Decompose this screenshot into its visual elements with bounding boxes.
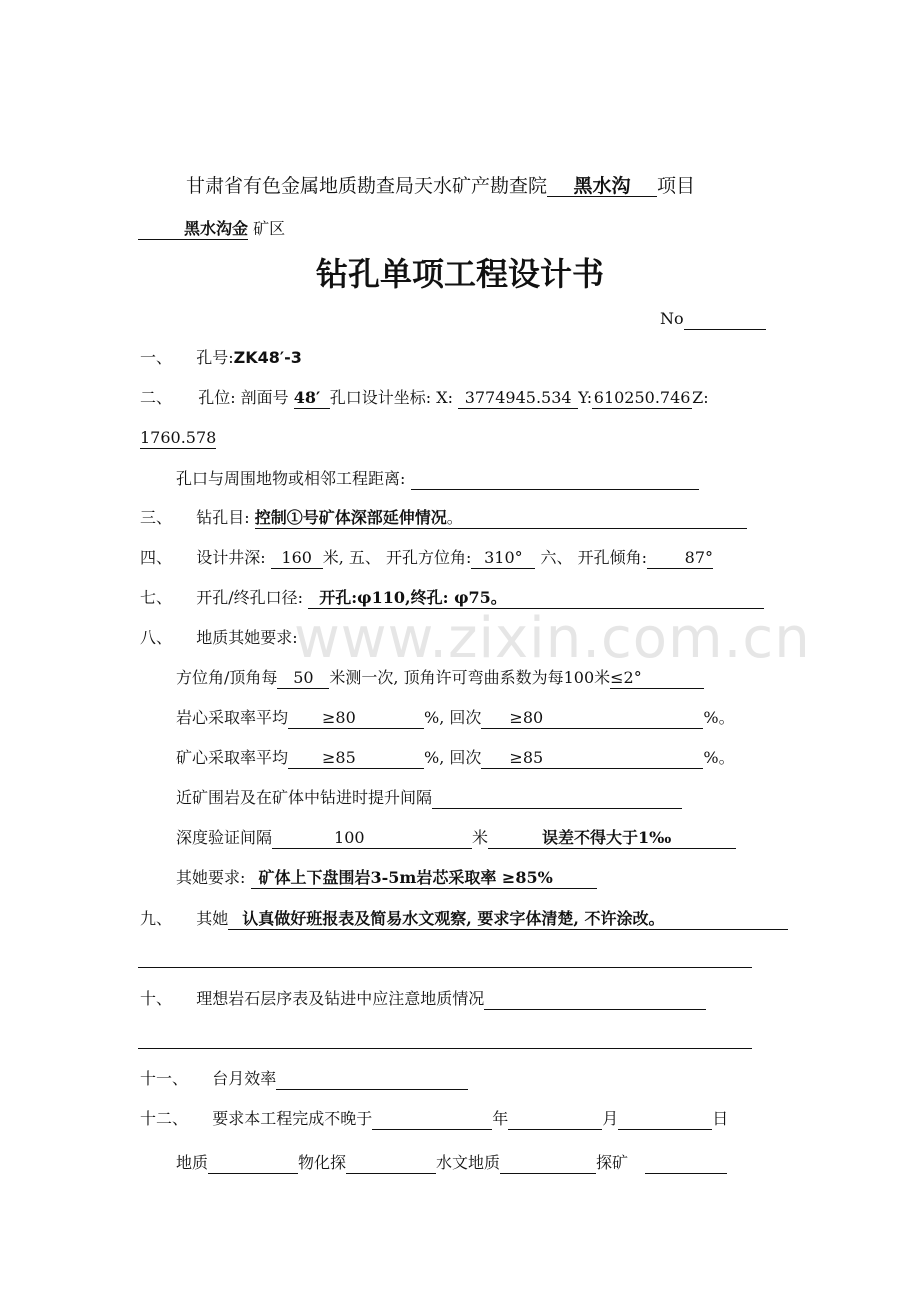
watermark: www.zixin.com.cn (294, 606, 811, 671)
doc-no-line (660, 308, 766, 330)
ore-recovery-label: 矿心采取率平均 (176, 748, 289, 767)
pct-unit: %, (424, 708, 445, 727)
hole-position-label: 孔位: 剖面号 (198, 388, 289, 407)
mining-label: 探矿 (596, 1153, 629, 1172)
geochem-sign-field[interactable] (346, 1153, 436, 1174)
depth-field[interactable]: 160 (271, 548, 323, 569)
section-4-num: 四、 (140, 548, 173, 567)
survey-line (176, 667, 704, 689)
section-4 (140, 547, 713, 569)
purpose-field[interactable]: 控制①号矿体深部延伸情况。 (255, 508, 747, 529)
section-9-num: 九、 (140, 909, 173, 928)
monthly-efficiency-label: 台月效率 (212, 1069, 277, 1088)
mine-area-suffix: 矿区 (253, 219, 286, 238)
pct-unit: %。 (703, 708, 735, 727)
other-label: 其她 (196, 909, 229, 928)
geochem-label: 物化探 (298, 1153, 347, 1172)
azimuth-label: 开孔方位角: (386, 548, 472, 567)
section-1-num: 一、 (140, 348, 173, 367)
core-recovery-avg-field[interactable]: ≥80 (288, 708, 424, 729)
hydro-label: 水文地质 (436, 1153, 501, 1172)
rock-sequence-extra-line[interactable] (138, 1048, 752, 1049)
geology-label: 地质 (176, 1153, 209, 1172)
mining-sign-field[interactable] (645, 1153, 727, 1174)
project-name-field[interactable]: 黑水沟 (547, 176, 657, 197)
distance-field[interactable] (411, 469, 699, 490)
coord-y-field[interactable]: 610250.746 (593, 388, 691, 407)
project-suffix: 项目 (657, 175, 696, 197)
deadline-month-field[interactable] (508, 1109, 602, 1130)
section-2-num: 二、 (140, 388, 173, 407)
coord-z-line (140, 427, 216, 449)
lift-interval-field[interactable] (432, 788, 682, 809)
hole-no-value: ZK48′-3 (233, 348, 302, 367)
core-return-field[interactable]: ≥80 (481, 708, 703, 729)
lift-interval-label: 近矿围岩及在矿体中钻进时提升间隔 (176, 788, 433, 807)
survey-mid: 米测一次, 顶角许可弯曲系数为每100米 (329, 668, 611, 687)
ore-recovery-avg-field[interactable]: ≥85 (288, 748, 424, 769)
verify-unit: 米 (472, 828, 489, 847)
bend-coefficient-field[interactable]: ≤2° (610, 668, 704, 689)
mine-area-line (138, 218, 285, 240)
section-2 (140, 387, 709, 409)
verify-interval-field[interactable]: 100 (272, 828, 472, 849)
coord-z-label: Z: (692, 388, 709, 407)
other-extra-line[interactable] (138, 967, 752, 968)
verify-error-field[interactable]: 误差不得大于1‰ (488, 828, 736, 849)
dip-label: 开孔倾角: (577, 548, 648, 567)
other-req-line (176, 867, 597, 889)
other-requirements-field[interactable]: 矿体上下盘围岩3-5m岩芯采取率 ≥85% (251, 868, 597, 889)
section-11 (140, 1068, 468, 1090)
section-1 (140, 347, 302, 369)
pct-unit: %。 (703, 748, 735, 767)
ore-return-field[interactable]: ≥85 (481, 748, 703, 769)
section-8-num: 八、 (140, 628, 173, 647)
depth-label: 设计井深: (196, 548, 266, 567)
coord-z-field[interactable]: 1760.578 (140, 428, 217, 447)
year-label: 年 (492, 1109, 509, 1128)
section-9 (140, 908, 788, 930)
mine-area-field[interactable]: 黑水沟金 (138, 219, 248, 240)
section-11-num: 十一、 (140, 1069, 189, 1088)
rock-sequence-label: 理想岩石层序表及钻进中应注意地质情况 (196, 989, 485, 1008)
deadline-day-field[interactable] (618, 1109, 712, 1130)
ore-return-label: 回次 (449, 748, 482, 767)
section-3-num: 三、 (140, 508, 173, 527)
distance-label: 孔口与周围地物或相邻工程距离: (176, 469, 406, 488)
monthly-efficiency-field[interactable] (276, 1069, 468, 1090)
azimuth-field[interactable]: 310° (471, 548, 535, 569)
pct-unit: %, (424, 748, 445, 767)
deadline-year-field[interactable] (372, 1109, 492, 1130)
section-no-field[interactable]: 48′ (294, 388, 330, 409)
section-12-num: 十二、 (140, 1109, 189, 1128)
survey-prefix: 方位角/顶角每 (176, 668, 278, 687)
page-title: 钻孔单项工程设计书 (315, 255, 604, 293)
depth-unit: 米, (322, 548, 344, 567)
geo-requirements-label: 地质其她要求: (196, 628, 298, 647)
lift-interval-line (176, 787, 682, 809)
diameter-field[interactable]: 开孔:φ110,终孔: φ75。 (308, 588, 764, 609)
month-label: 月 (602, 1109, 619, 1128)
section-5-num: 五、 (348, 548, 381, 567)
verify-line (176, 827, 736, 849)
section-10 (140, 988, 706, 1010)
section-6-num: 六、 (540, 548, 573, 567)
core-recovery-line (176, 707, 735, 729)
survey-interval-field[interactable]: 50 (277, 668, 329, 689)
doc-no-label: No (660, 309, 684, 328)
hole-no-label: 孔号: (196, 348, 234, 367)
coord-label: 孔口设计坐标: X: (329, 388, 454, 407)
diameter-label: 开孔/终孔口径: (196, 588, 303, 607)
doc-no-field[interactable] (684, 309, 766, 330)
coord-x-field[interactable]: 3774945.534 (458, 388, 578, 409)
coord-y-label: Y: (578, 388, 593, 407)
other-requirements-label: 其她要求: (176, 868, 246, 887)
section-12 (140, 1108, 728, 1130)
other-field[interactable]: 认真做好班报表及简易水文观察, 要求字体清楚, 不许涂改。 (228, 909, 788, 930)
day-label: 日 (712, 1109, 729, 1128)
rock-sequence-field[interactable] (484, 989, 706, 1010)
section-7 (140, 587, 764, 609)
core-recovery-label: 岩心采取率平均 (176, 708, 289, 727)
distance-line (176, 468, 699, 490)
hydro-sign-field[interactable] (500, 1153, 596, 1174)
deadline-label: 要求本工程完成不晚于 (212, 1109, 373, 1128)
section-7-num: 七、 (140, 588, 173, 607)
dip-field[interactable]: 87° (647, 548, 713, 569)
section-10-num: 十、 (140, 989, 173, 1008)
section-8 (140, 627, 298, 649)
core-return-label: 回次 (449, 708, 482, 727)
signature-line (176, 1152, 727, 1174)
verify-interval-label: 深度验证间隔 (176, 828, 273, 847)
ore-recovery-line (176, 747, 735, 769)
geology-sign-field[interactable] (208, 1153, 298, 1174)
header-org: 甘肃省有色金属地质勘查局天水矿产勘查院 (186, 175, 548, 197)
purpose-label: 钻孔目: (196, 508, 250, 527)
section-3 (140, 507, 747, 529)
header-org-line (186, 173, 695, 199)
